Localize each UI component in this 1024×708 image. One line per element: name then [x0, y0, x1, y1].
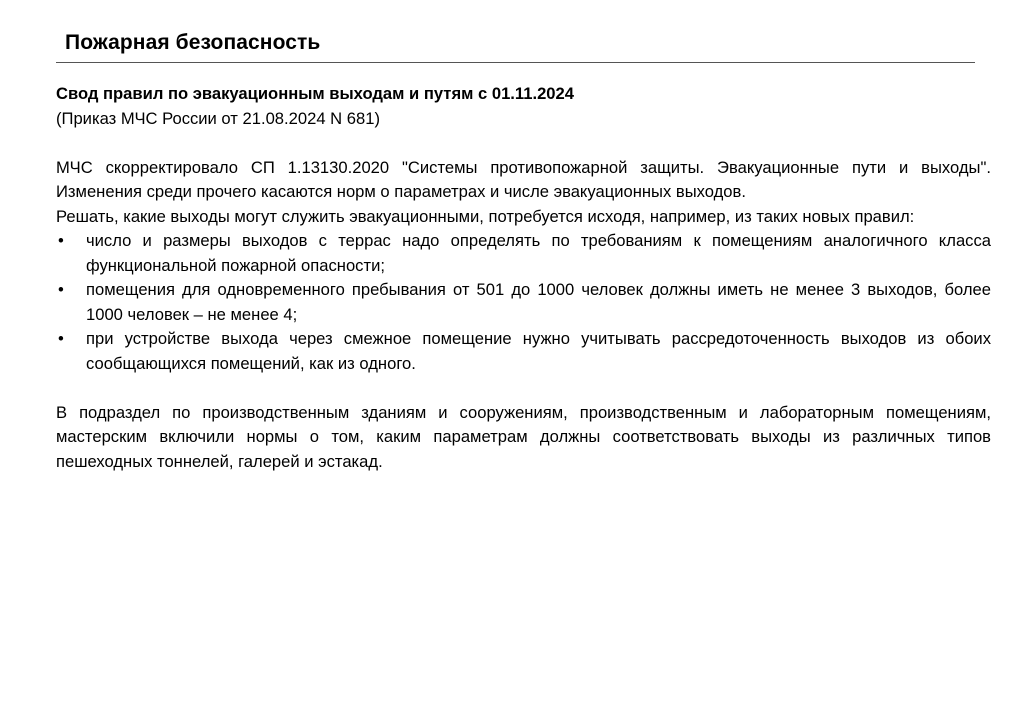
bullet-dot: •: [58, 280, 64, 299]
list-item-text: помещения для одновременного пребывания от 501 до 1000 человек должны иметь не менее 3 выходов, более 1000 человек – не менее 4;: [86, 280, 991, 324]
list-item: [56, 278, 991, 327]
paragraph-industrial: В подраздел по производственным зданиям и сооружениям, производственным и лабораторным помещениям, мастерским включили нормы о том, каким параметрам должны соответствовать выходы из различных типов пешеходных тоннелей, галерей и эстакад.: [56, 402, 991, 471]
article-subheading: (Приказ МЧС России от 21.08.2024 N 681): [56, 108, 380, 128]
rules-list: [56, 229, 991, 376]
spacer: [56, 131, 991, 156]
section-title: Пожарная безопасность: [65, 31, 321, 54]
article-body: [56, 82, 991, 474]
list-item: [56, 229, 991, 278]
bullet-dot: •: [58, 231, 64, 250]
list-item-text: число и размеры выходов с террас надо определять по требованиям к помещениям аналогичного класса функциональной пожарной опасности;: [86, 231, 991, 275]
list-item: [56, 327, 991, 376]
paragraph-rules-lead: Решать, какие выходы могут служить эвакуационными, потребуется исходя, например, из таких новых правил:: [56, 206, 915, 226]
article-heading: Свод правил по эвакуационным выходам и путям с 01.11.2024: [56, 84, 574, 103]
paragraph-intro: МЧС скорректировало СП 1.13130.2020 "Системы противопожарной защиты. Эвакуационные пути и выходы". Изменения среди прочего касаются норм о параметрах и числе эвакуационных выходов.: [56, 157, 991, 201]
title-divider: [56, 62, 975, 63]
spacer: [56, 376, 991, 401]
list-item-text: при устройстве выхода через смежное помещение нужно учитывать рассредоточенность выходов из обоих сообщающихся помещений, как из одного.: [86, 329, 991, 373]
bullet-dot: •: [58, 329, 64, 348]
